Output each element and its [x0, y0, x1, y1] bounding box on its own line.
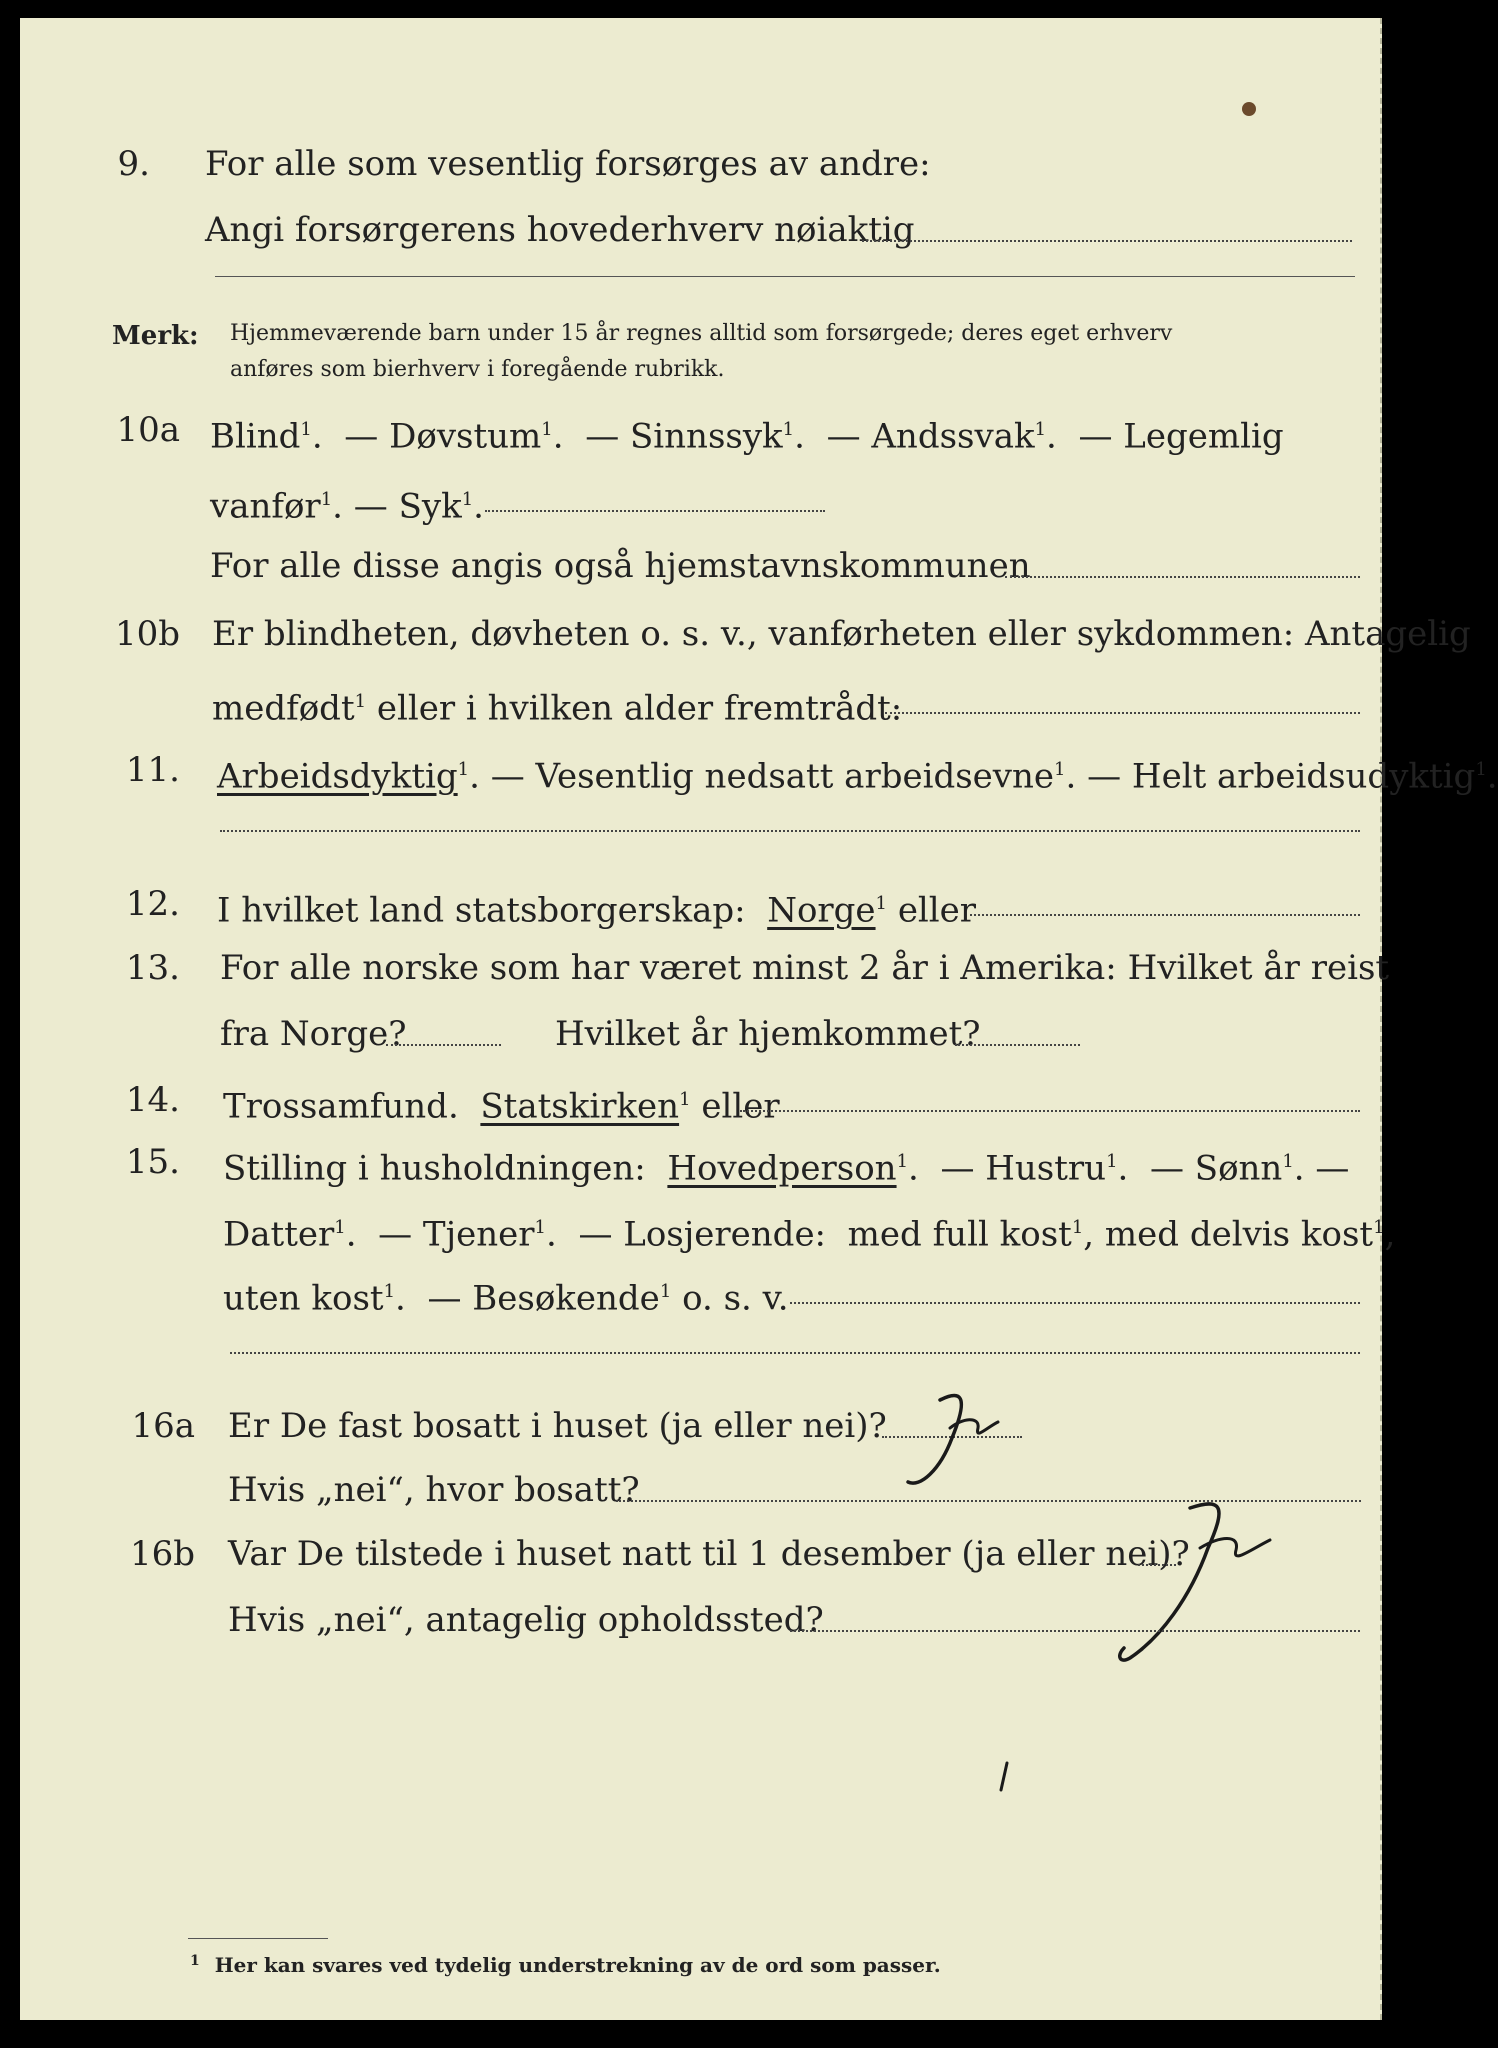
q13-hjemkommet-line[interactable] [955, 1044, 1080, 1046]
q13-number: 13. [125, 948, 180, 988]
q16b-question: Var De tilstede i huset natt til 1 desember (ja eller nei)? [228, 1534, 1190, 1574]
q15-label: Stilling i husholdningen: [223, 1148, 646, 1189]
q10a-number: 10a [116, 410, 180, 450]
q10b-question: Er blindheten, døvheten o. s. v., vanførheten eller sykdommen: Antagelig [212, 614, 1471, 654]
q9-answer-line[interactable] [862, 240, 1352, 242]
q10a-answer-line[interactable] [485, 510, 825, 512]
q14-label: Trossamfund. [223, 1086, 459, 1127]
q10b-answer-line[interactable] [885, 712, 1360, 714]
merk-line1: Hjemmeværende barn under 15 år regnes alltid som forsørgede; deres eget erhverv [230, 321, 1173, 346]
q9-answer-line-2[interactable] [215, 276, 1355, 277]
q10a-andssvak[interactable]: — Andssvak [826, 416, 1035, 457]
footnote-divider [188, 1938, 328, 1939]
q16a-handwritten-answer [880, 1378, 1050, 1508]
ink-spot [1242, 102, 1256, 116]
q9-number: 9. [117, 144, 150, 184]
q16b-handwritten-answer [1090, 1488, 1340, 1678]
q11-udyktig[interactable]: — Helt arbeidsudyktig [1087, 756, 1476, 797]
q15-osv: o. s. v. [682, 1278, 789, 1319]
q14-statskirken[interactable]: Statskirken [480, 1086, 680, 1127]
q15-number: 15. [125, 1142, 180, 1182]
q15-hustru[interactable]: — Hustru [940, 1148, 1107, 1189]
q14-number: 14. [125, 1080, 180, 1120]
q10b-medfodt[interactable]: medfødt [212, 688, 355, 729]
q16a-number: 16a [131, 1406, 195, 1446]
census-form-page: 9. For alle som vesentlig forsørges av andre: Angi forsørgerens hovederhverv nøiaktig Merk: Hjemmeværende barn under 15 år regnes alltid som forsørgede; deres eget erhverv anføres som bierhverv i foregående rubrikk. 10a Blind$^1$. — Døvstum$^1$. — Sinnssyk$^1$. — Andssvak$^1$. — Legemlig vanfør$^1$. — Syk$^1$. For alle disse angis også hjemstavnskommunen 10b Er blindheten, døvheten o. s. v., vanførheten eller sykdommen: Antagelig medfødt$^1$ eller i hvilken alder fremtrådt: 11. Arbeidsdyktig$^1$. — Vesentlig nedsatt arbeidsevne$^1$. — Helt arbeidsudyktig$^1$. 12. I hvilket land statsborgerskap: Norge$^1$ eller 13. For alle norske som har været minst 2 år i Amerika: Hvilket år reist fra Norge? Hvilket år hjemkommet? 14. Trossamfund. Statskirken$^1$ eller 15. Stilling i husholdningen: Hovedperson$^1$. — Hustru$^1$. — Sønn$^1$. — Datter$^1$. — Tjener$^1$. — Losjerende: med full kost$^1$, med delvis kost$^1$, uten kost$^1$. — Besøkende$^1$ o. s. v. 16a Er De fast bosatt i huset (ja eller nei)? Hvis „nei“, hvor bosatt? 16b Var De tilstede i huset natt til 1 desember (ja eller nei)? Hvis „nei“, antagelig opholdssted? $^1$ Her kan svares ved tydelig understrekning av de ord som passer. [20, 18, 1382, 2020]
q11-answer-line[interactable] [220, 830, 1360, 832]
q9-question: For alle som vesentlig forsørges av andre: [205, 144, 931, 184]
q11-arbeidsdyktig[interactable]: Arbeidsdyktig [217, 756, 458, 797]
q15-tjener[interactable]: — Tjener [378, 1214, 535, 1255]
q16a-hvis-nei: Hvis „nei“, hvor bosatt? [228, 1470, 640, 1510]
q10b-number: 10b [114, 614, 180, 654]
q15-answer-line[interactable] [790, 1302, 1360, 1304]
q10a-vanfor[interactable]: vanfør [210, 486, 321, 527]
q16b-opholdssted-line[interactable] [790, 1630, 1360, 1632]
q9-subquestion: Angi forsørgerens hovederhverv nøiaktig [205, 210, 915, 250]
q15-uten-kost[interactable]: uten kost [223, 1278, 384, 1319]
q12-answer-line[interactable] [970, 914, 1360, 916]
q11-nedsatt[interactable]: — Vesentlig nedsatt arbeidsevne [490, 756, 1055, 797]
merk-line2: anføres som bierhverv i foregående rubrikk. [230, 357, 725, 382]
q15-besokende[interactable]: — Besøkende [427, 1278, 660, 1319]
q14-answer-line[interactable] [740, 1110, 1360, 1112]
q10a-dovstum[interactable]: — Døvstum [344, 416, 542, 457]
q16a-question: Er De fast bosatt i huset (ja eller nei)? [228, 1406, 887, 1446]
q13-hjemkommet: Hvilket år hjemkommet? [555, 1014, 981, 1054]
footnote-mark: 1 [190, 1953, 200, 1969]
q12-eller: eller [897, 890, 977, 931]
q11-number: 11. [125, 750, 180, 790]
footnote [190, 1953, 941, 1977]
merk-label: Merk: [112, 321, 199, 351]
q10a-hjemstavn: For alle disse angis også hjemstavnskommunen [210, 546, 1031, 586]
q16b-number: 16b [129, 1534, 195, 1574]
q12-norge[interactable]: Norge [767, 890, 876, 931]
q10a-blind[interactable]: Blind [210, 416, 301, 457]
q15-answer-line-2[interactable] [230, 1352, 1360, 1354]
q15-delvis-kost[interactable]: , med delvis kost [1083, 1214, 1374, 1255]
q12-question: I hvilket land statsborgerskap: [217, 890, 746, 931]
q15-losjerende: — Losjerende: [578, 1214, 827, 1255]
q15-datter[interactable]: Datter [223, 1214, 335, 1255]
q15-full-kost[interactable]: med full kost [847, 1214, 1072, 1255]
q16b-hvis-nei: Hvis „nei“, antagelig opholdssted? [228, 1600, 824, 1640]
q15-hovedperson[interactable]: Hovedperson [667, 1148, 897, 1189]
q10a-syk[interactable]: — Syk [353, 486, 462, 527]
q10a-sinnssyk[interactable]: — Sinnssyk [585, 416, 783, 457]
q10a-options: Blind$^1$. — Døvstum$^1$. — Sinnssyk$^1$. — Andssvak$^1$. — Legemlig [210, 416, 1284, 457]
q13-reist: fra Norge? [220, 1014, 407, 1054]
pen-mark [995, 1758, 1015, 1798]
q10b-alder: eller i hvilken alder fremtrådt: [376, 688, 903, 729]
q13-question: For alle norske som har været minst 2 år i Amerika: Hvilket år reist [220, 948, 1390, 988]
q12-number: 12. [125, 884, 180, 924]
q10a-legemlig[interactable]: — Legemlig [1078, 416, 1284, 457]
q14-eller: eller [701, 1086, 780, 1127]
q13-reist-line[interactable] [386, 1044, 501, 1046]
q15-sonn[interactable]: — Sønn [1149, 1148, 1283, 1189]
footnote-text: Her kan svares ved tydelig understrekning av de ord som passer. [214, 1953, 941, 1977]
q10a-hjemstavn-line[interactable] [1005, 576, 1360, 578]
